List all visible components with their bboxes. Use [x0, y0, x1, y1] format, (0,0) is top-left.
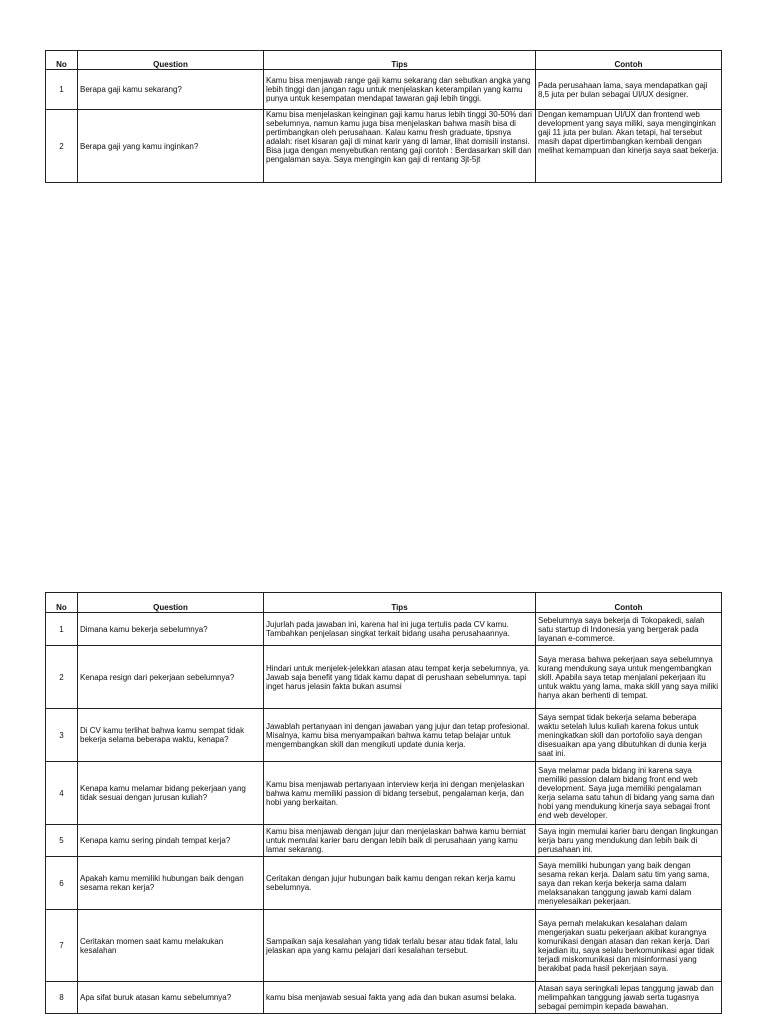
- row-number: 1: [46, 70, 78, 110]
- header-question: Question: [78, 51, 264, 70]
- table-row: [46, 982, 722, 1014]
- header-tips: Tips: [264, 593, 536, 613]
- salary-questions-table: [45, 50, 722, 183]
- tips-cell: Kamu bisa menjawab pertanyaan interview kerja ini dengan menjelaskan bahwa kamu memiliki passion di bidang tersebut, pengalaman kerja, dan hobi yang berkaitan.: [264, 762, 536, 825]
- contoh-cell: Pada perusahaan lama, saya mendapatkan gaji 8,5 juta per bulan sebagai UI/UX designer.: [536, 70, 722, 110]
- table-row: [46, 70, 722, 110]
- contoh-cell: Saya memiliki hubungan yang baik dengan sesama rekan kerja. Dalam satu tim yang sama, saya dan rekan kerja bekerja sama dalam melaksanakan tanggung jawab kami dalam menyelesaikan pekerjaan.: [536, 857, 722, 910]
- question-cell: Berapa gaji kamu sekarang?: [78, 70, 264, 110]
- tips-cell: kamu bisa menjawab sesuai fakta yang ada dan bukan asumsi belaka.: [264, 982, 536, 1014]
- contoh-cell: Saya melamar pada bidang ini karena saya memiliki passion dalam bidang front end web development. Saya juga memiliki pengalaman kerja selama satu tahun di bidang yang sama dan hobi yang mendukung kinerja saya sebagai front end web developer.: [536, 762, 722, 825]
- contoh-cell: Saya merasa bahwa pekerjaan saya sebelumnya kurang mendukung saya untuk mengembangkan skill. Apabila saya tetap menjalani pekerjaan itu untuk waktu yang lama, maka skill yang saya miliki hanya akan berhenti di tempat.: [536, 646, 722, 709]
- question-cell: Apakah kamu memiliki hubungan baik dengan sesama rekan kerja?: [78, 857, 264, 910]
- tips-cell: Hindari untuk menjelek-jelekkan atasan atau tempat kerja sebelumnya, ya. Jawab saja benefit yang tidak kamu dapat di perushaan sebelumnya. tapi inget harus jelasin fakta bukan asumsi: [264, 646, 536, 709]
- row-number: 7: [46, 910, 78, 982]
- interview-questions-table: [45, 592, 722, 1014]
- contoh-cell: Dengan kemampuan UI/UX dan frontend web development yang saya miliki, saya menginginkan gaji 11 juta per bulan. Akan tetapi, hal tersebut masih dapat dipertimbangkan kembali dengan melihat kemampuan dan kinerja saya saat bekerja.: [536, 110, 722, 183]
- question-cell: Apa sifat buruk atasan kamu sebelumnya?: [78, 982, 264, 1014]
- header-row: [46, 51, 722, 70]
- question-cell: Berapa gaji yang kamu inginkan?: [78, 110, 264, 183]
- contoh-cell: Sebelumnya saya bekerja di Tokopakedi, salah satu startup di Indonesia yang bergerak pada layanan e-commerce.: [536, 613, 722, 646]
- table-row: [46, 709, 722, 762]
- question-cell: Di CV kamu terlihat bahwa kamu sempat tidak bekerja selama beberapa waktu, kenapa?: [78, 709, 264, 762]
- question-cell: Ceritakan momen saat kamu melakukan kesalahan: [78, 910, 264, 982]
- question-cell: Kenapa resign dari pekerjaan sebelumnya?: [78, 646, 264, 709]
- row-number: 5: [46, 825, 78, 857]
- tips-cell: Ceritakan dengan jujur hubungan baik kamu dengan rekan kerja kamu sebelumnya.: [264, 857, 536, 910]
- tips-cell: Kamu bisa menjawab range gaji kamu sekarang dan sebutkan angka yang lebih tinggi dan jangan ragu untuk menjelaskan keterampilan yang kamu punya untuk kesempatan mendapat tawaran gaji lebih tinggi.: [264, 70, 536, 110]
- tips-cell: Jujurlah pada jawaban ini, karena hal ini juga tertulis pada CV kamu. Tambahkan penjelasan singkat terkait bidang usaha perusahaannya.: [264, 613, 536, 646]
- tips-cell: Kamu bisa menjelaskan keinginan gaji kamu harus lebih tinggi 30-50% dari sebelumnya, namun kamu juga bisa menjelaskan bahwa masih bisa di pertimbangkan oleh perusahaan. Kalau kamu fresh graduate, tipsnya adalah: riset kisaran gaji di minat karir yang di lamar, lihat domisili instansi. Bisa juga dengan menyebutkan rentang gaji contoh : Berdasarkan skill dan pengalaman saya. Saya mengingin kan gaji di rentang 3jt-5jt: [264, 110, 536, 183]
- row-number: 2: [46, 110, 78, 183]
- row-number: 2: [46, 646, 78, 709]
- row-number: 4: [46, 762, 78, 825]
- tips-cell: Sampaikan saja kesalahan yang tidak terlalu besar atau tidak fatal, lalu jelaskan apa yang kamu pelajari dari kesalahan tersebut.: [264, 910, 536, 982]
- row-number: 3: [46, 709, 78, 762]
- question-cell: Dimana kamu bekerja sebelumnya?: [78, 613, 264, 646]
- question-cell: Kenapa kamu sering pindah tempat kerja?: [78, 825, 264, 857]
- row-number: 6: [46, 857, 78, 910]
- header-contoh: Contoh: [536, 51, 722, 70]
- header-no: No: [46, 51, 78, 70]
- contoh-cell: Saya pernah melakukan kesalahan dalam mengerjakan suatu pekerjaan akibat kurangnya komunikasi dengan atasan dan rekan kerja. Dari kejadian itu, saya selalu berkomunikasi agar tidak terjadi miskomunikasi dan misinformasi yang berakibat pada hasil pekerjaan saya.: [536, 910, 722, 982]
- table-row: [46, 110, 722, 183]
- table-row: [46, 910, 722, 982]
- contoh-cell: Saya ingin memulai karier baru dengan lingkungan kerja baru yang mendukung dan lebih baik di perusahaan ini.: [536, 825, 722, 857]
- contoh-cell: Saya sempat tidak bekerja selama beberapa waktu setelah lulus kuliah karena fokus untuk meningkatkan skill dan portofolio saya dengan disesuaikan apa yang dibutuhkan di dunia kerja saat ini.: [536, 709, 722, 762]
- table-row: [46, 646, 722, 709]
- question-cell: Kenapa kamu melamar bidang pekerjaan yang tidak sesuai dengan jurusan kuliah?: [78, 762, 264, 825]
- tips-cell: Jawablah pertanyaan ini dengan jawaban yang jujur dan tetap profesional. Misalnya, kamu bisa menyampaikan bahwa kamu tetap belajar untuk mengembangkan skill dan mengikuti update dunia kerja.: [264, 709, 536, 762]
- header-no: No: [46, 593, 78, 613]
- header-tips: Tips: [264, 51, 536, 70]
- header-contoh: Contoh: [536, 593, 722, 613]
- table-row: [46, 825, 722, 857]
- header-question: Question: [78, 593, 264, 613]
- header-row: [46, 593, 722, 613]
- row-number: 1: [46, 613, 78, 646]
- table-row: [46, 857, 722, 910]
- row-number: 8: [46, 982, 78, 1014]
- table-row: [46, 762, 722, 825]
- tips-cell: Kamu bisa menjawab dengan jujur dan menjelaskan bahwa kamu berniat untuk memulai karier baru dengan lebih baik di perusahaan yang kamu lamar sekarang.: [264, 825, 536, 857]
- contoh-cell: Atasan saya seringkali lepas tanggung jawab dan melimpahkan tanggung jawab serta tugasnya sebagai pemimpin kepada bawahan.: [536, 982, 722, 1014]
- table-row: [46, 613, 722, 646]
